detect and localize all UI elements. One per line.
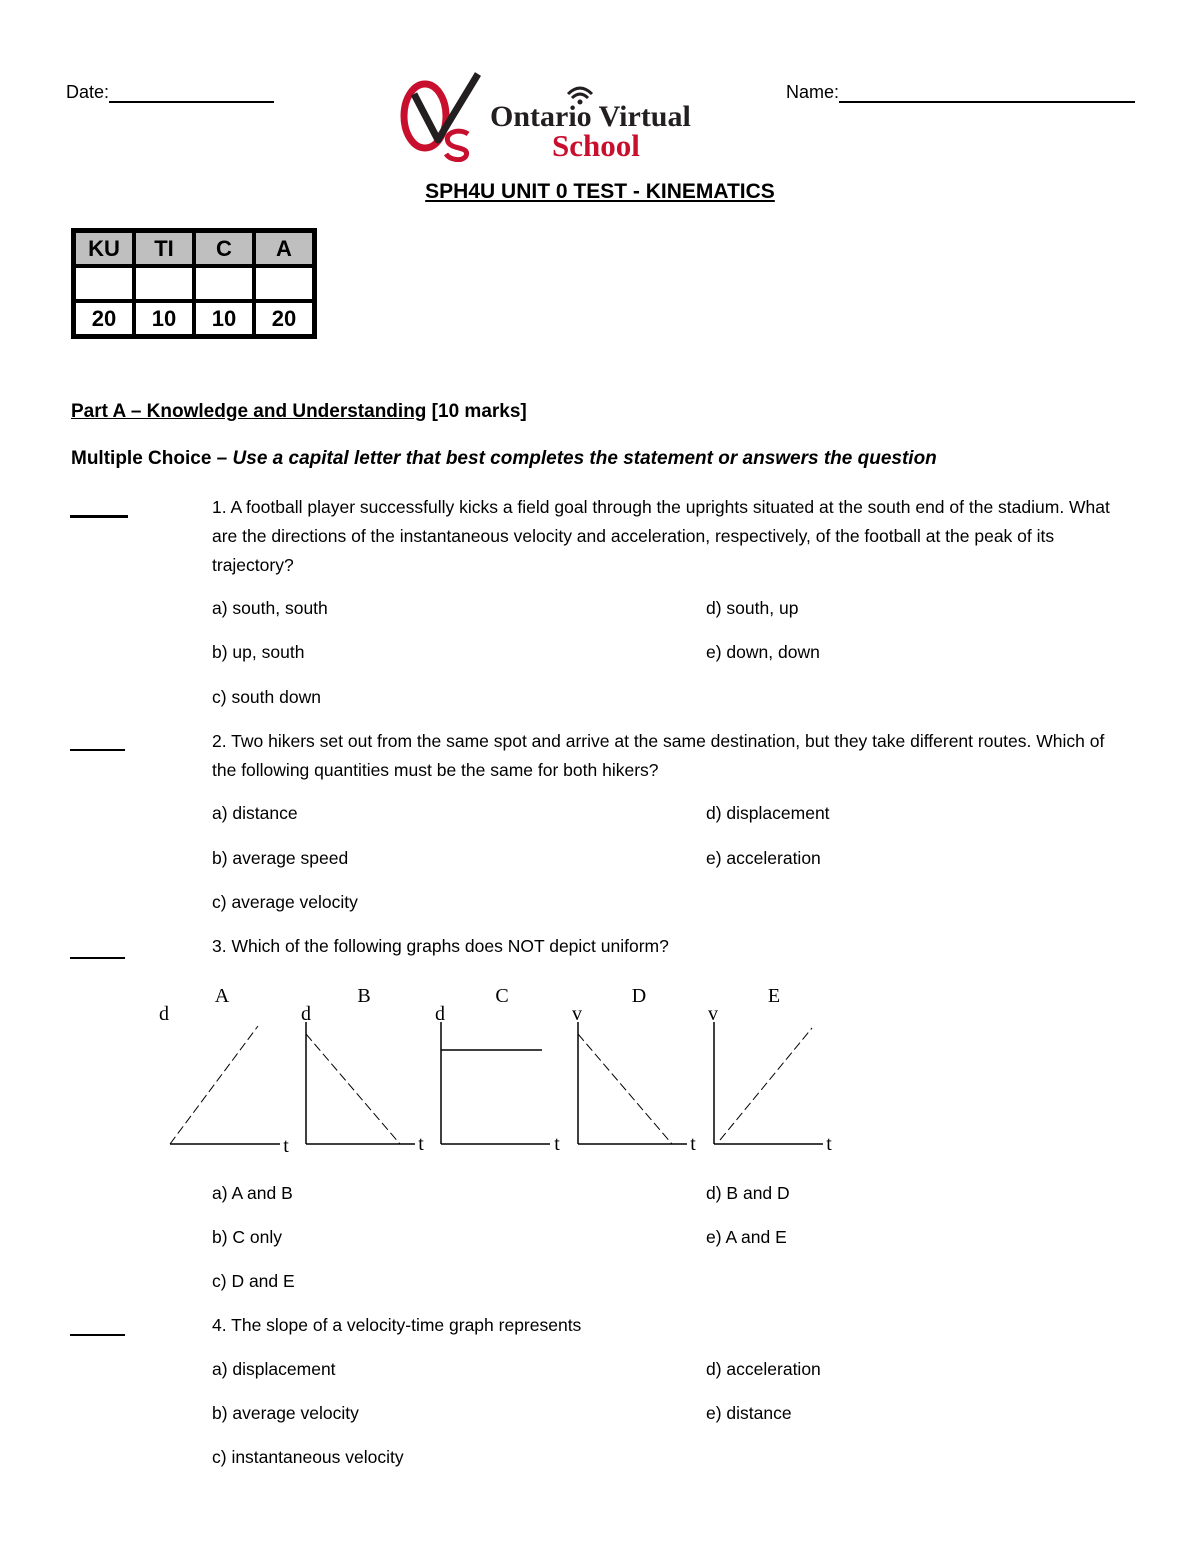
graph-a	[159, 985, 289, 1157]
q2-option-e: e) acceleration	[706, 848, 821, 868]
q3-option-d: d) B and D	[706, 1183, 790, 1203]
q1-option-e: e) down, down	[706, 642, 820, 662]
q1-option-c: c) south down	[212, 687, 321, 707]
marks-obtained-ti[interactable]	[134, 266, 194, 301]
graph-d-y-label: v	[572, 1003, 582, 1025]
q1-option-d: d) south, up	[706, 598, 799, 618]
answer-blank-q3[interactable]	[70, 957, 125, 959]
motion-graphs	[150, 978, 850, 1158]
graph-e-x-label: t	[826, 1133, 832, 1155]
multiple-choice-heading	[71, 448, 937, 470]
q4-option-e: e) distance	[706, 1403, 792, 1423]
marks-total-row	[74, 301, 314, 336]
graph-b	[301, 985, 424, 1155]
marks-total-ku: 20	[74, 301, 134, 336]
logo-line2: School	[552, 128, 640, 162]
marks-total-ti: 10	[134, 301, 194, 336]
graph-e-y-label: v	[708, 1003, 718, 1025]
graph-e-letter: E	[767, 985, 781, 1007]
marks-obtained-ku[interactable]	[74, 266, 134, 301]
q4-option-a: a) displacement	[212, 1359, 336, 1379]
name-label: Name:	[786, 82, 840, 102]
name-input-line[interactable]	[839, 81, 1135, 103]
graph-a-letter: A	[214, 985, 230, 1007]
q1-option-a: a) south, south	[212, 598, 328, 618]
mc-label: Multiple Choice –	[71, 448, 233, 469]
graph-c-x-label: t	[554, 1133, 560, 1155]
date-label: Date:	[66, 82, 110, 102]
marks-header-c: C	[194, 231, 254, 266]
question-2-text: 2. Two hikers set out from the same spot and arrive at the same destination, but they take different routes. Which of the following quantities must be the same for both hikers?	[212, 731, 1105, 780]
q4-option-c: c) instantaneous velocity	[212, 1447, 404, 1467]
q3-option-c: c) D and E	[212, 1271, 295, 1291]
graph-b-x-label: t	[418, 1133, 424, 1155]
part-a-heading	[71, 401, 527, 423]
part-a-title: Part A – Knowledge and Understanding	[71, 401, 427, 422]
graph-d	[572, 985, 696, 1155]
graph-d-x-label: t	[690, 1133, 696, 1155]
question-3-text: 3. Which of the following graphs does NOT depict uniform?	[212, 936, 669, 956]
marks-header-row	[74, 231, 314, 266]
marks-header-a: A	[254, 231, 314, 266]
logo-line1: Ontario Virtual	[490, 100, 691, 133]
marks-header-ku: KU	[74, 231, 134, 266]
q1-option-b: b) up, south	[212, 642, 305, 662]
marks-total-a: 20	[254, 301, 314, 336]
question-1-text: 1. A football player successfully kicks a field goal through the uprights situated at the south end of the stadium. What are the directions of the instantaneous velocity and acceleration, respectively, of the football at the peak of its trajectory?	[212, 497, 1110, 575]
q2-option-c: c) average velocity	[212, 892, 358, 912]
part-a-marks: [10 marks]	[426, 401, 527, 422]
q4-option-d: d) acceleration	[706, 1359, 821, 1379]
graph-a-y-label: d	[159, 1003, 169, 1025]
marks-obtained-row	[74, 266, 314, 301]
name-field	[786, 81, 1135, 103]
question-4-text: 4. The slope of a velocity-time graph represents	[212, 1315, 582, 1335]
graph-e	[708, 985, 832, 1155]
answer-blank-q2[interactable]	[70, 749, 125, 751]
mc-instruction: Use a capital letter that best completes the statement or answers the question	[232, 448, 937, 469]
graph-a-x-label: t	[283, 1135, 289, 1157]
answer-blank-q1[interactable]	[70, 515, 128, 518]
graph-c-letter: C	[495, 985, 509, 1007]
q3-option-a: a) A and B	[212, 1183, 293, 1203]
graph-b-y-label: d	[301, 1003, 311, 1025]
q4-option-b: b) average velocity	[212, 1403, 359, 1423]
graph-c-y-label: d	[435, 1003, 445, 1025]
page-title: SPH4U UNIT 0 TEST - KINEMATICS	[425, 180, 775, 203]
marks-table	[71, 228, 317, 339]
graph-b-letter: B	[357, 985, 371, 1007]
school-logo	[400, 72, 730, 162]
logo-monogram-icon	[400, 72, 730, 162]
marks-header-ti: TI	[134, 231, 194, 266]
answer-blank-q4[interactable]	[70, 1334, 125, 1336]
q3-option-b: b) C only	[212, 1227, 283, 1247]
q2-option-b: b) average speed	[212, 848, 349, 868]
marks-obtained-a[interactable]	[254, 266, 314, 301]
graph-c	[435, 985, 560, 1155]
graph-d-letter: D	[631, 985, 647, 1007]
marks-obtained-c[interactable]	[194, 266, 254, 301]
date-field	[66, 81, 274, 103]
date-input-line[interactable]	[109, 81, 274, 103]
q2-option-d: d) displacement	[706, 803, 830, 823]
q2-option-a: a) distance	[212, 803, 298, 823]
marks-total-c: 10	[194, 301, 254, 336]
q3-option-e: e) A and E	[706, 1227, 787, 1247]
